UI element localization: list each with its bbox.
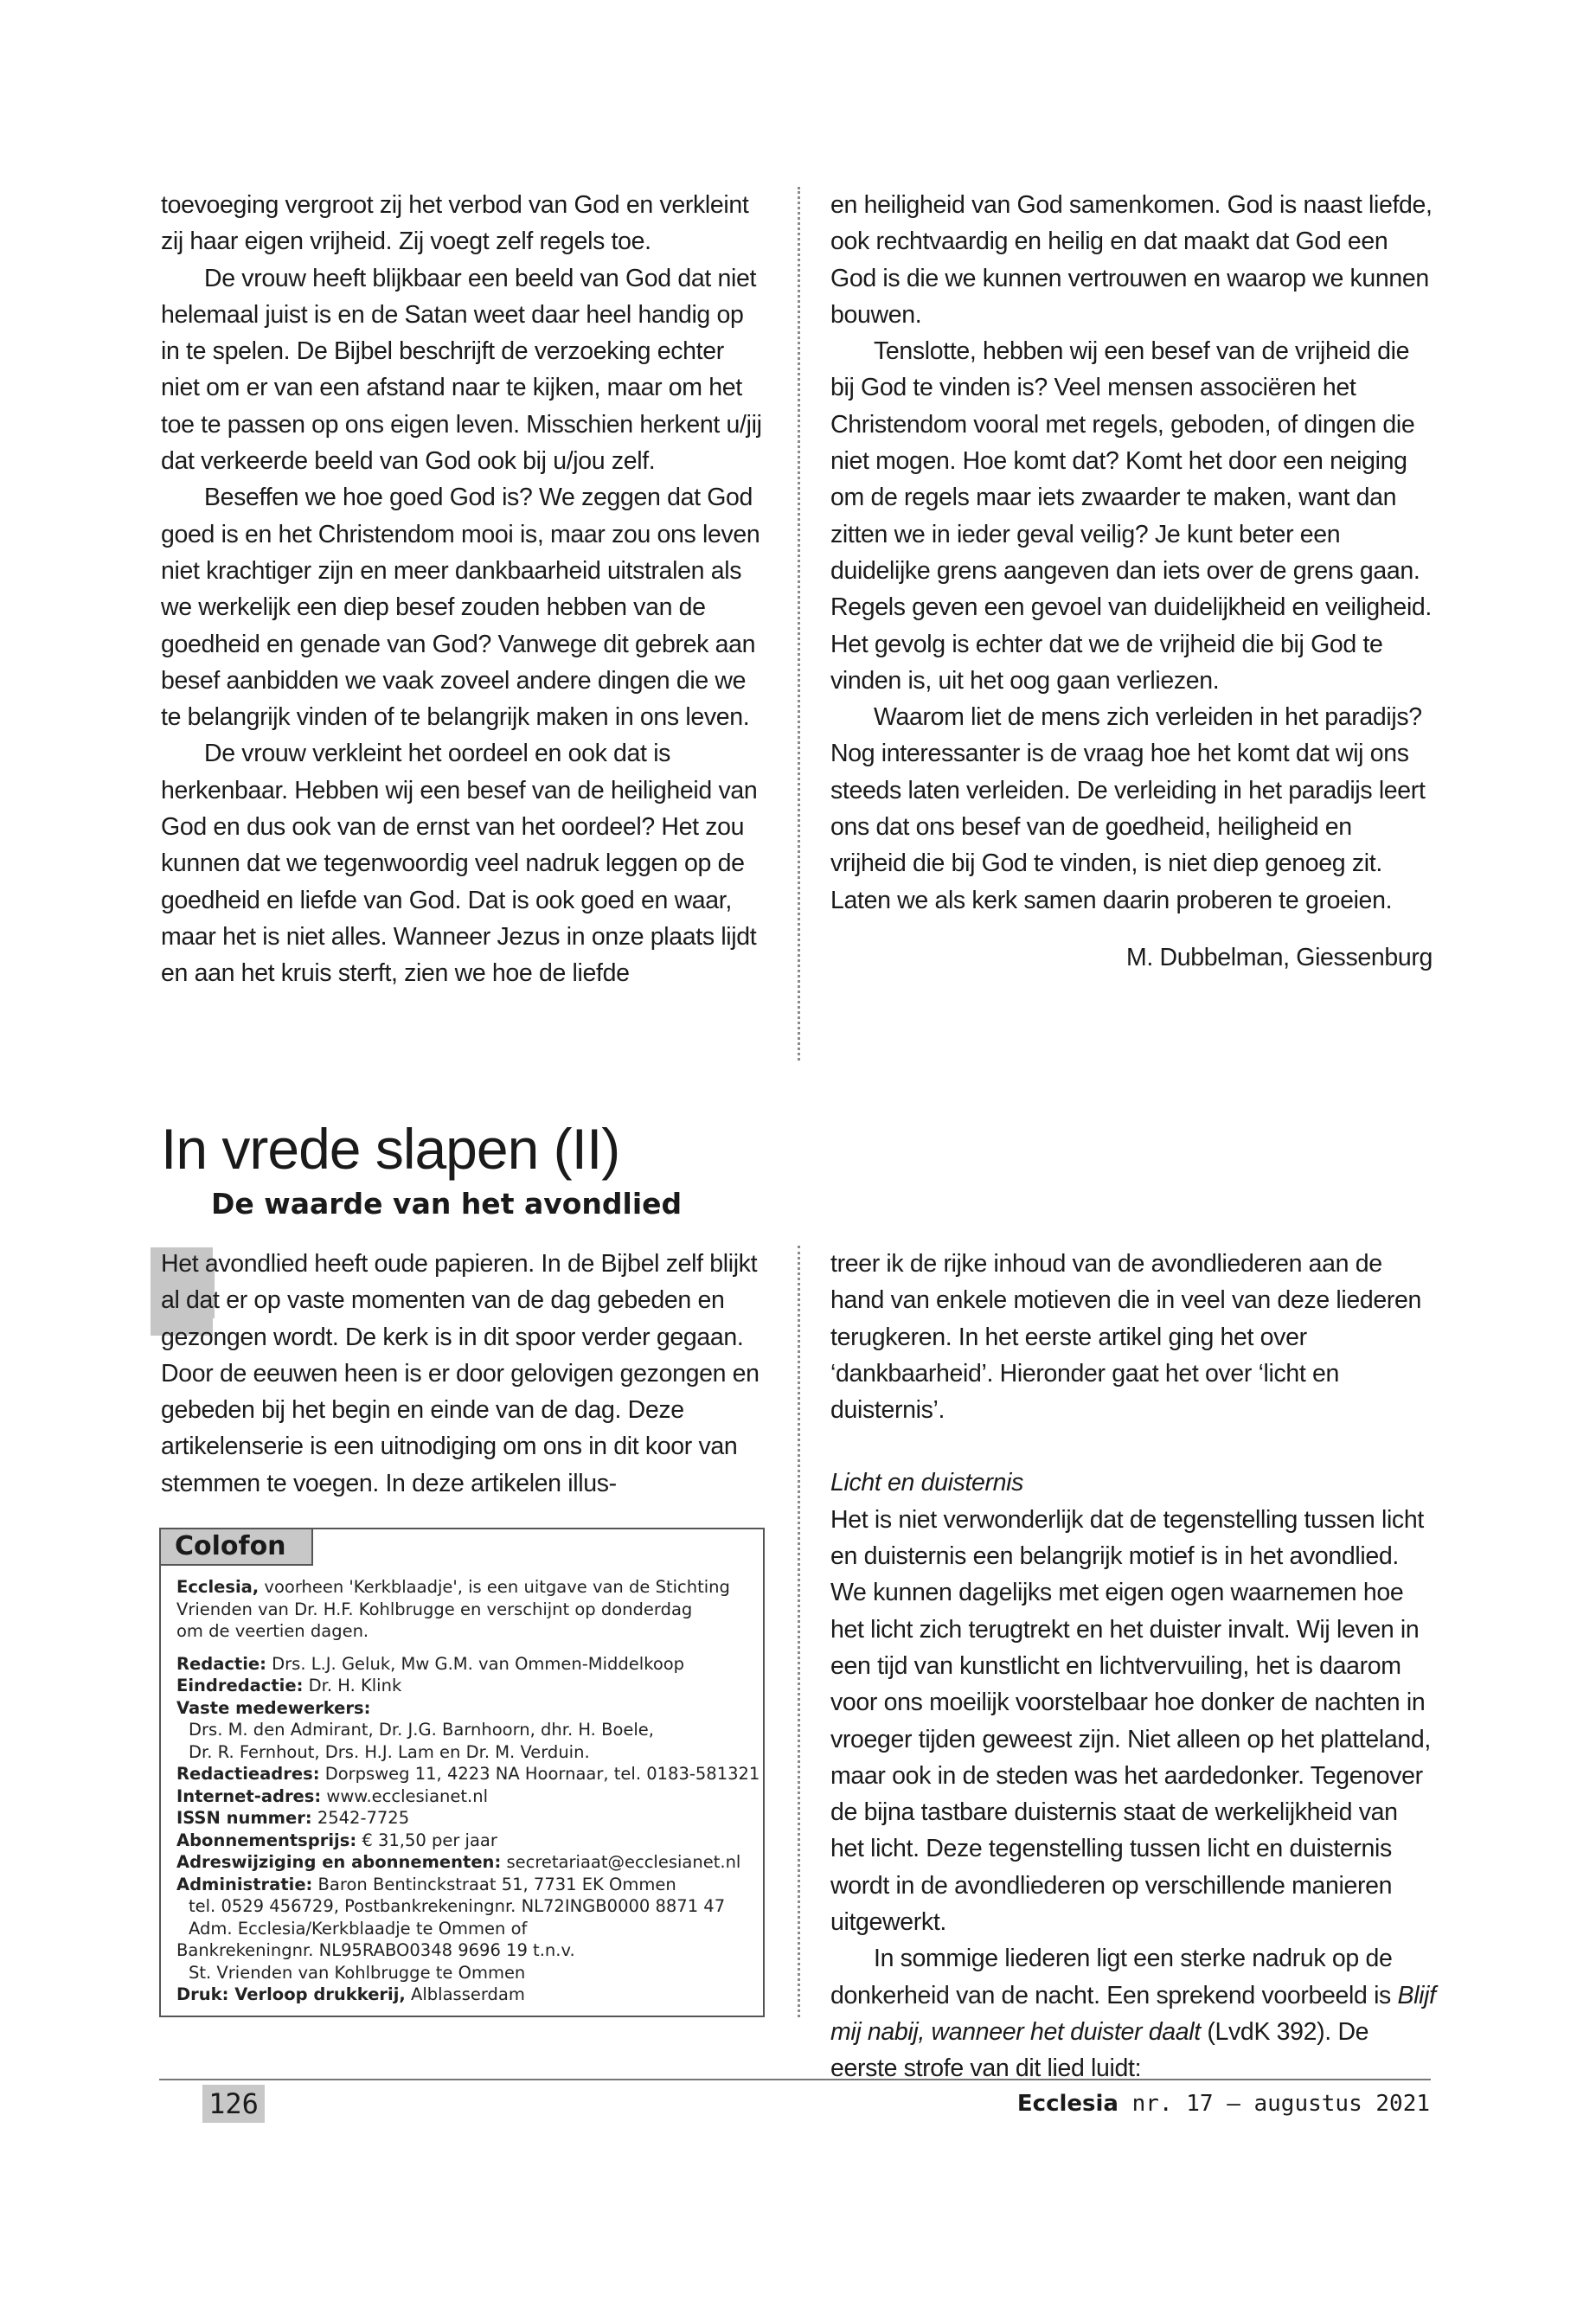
colofon-box <box>159 1528 765 2017</box>
colofon-value: Dorpsweg 11, 4223 NA Hoornaar, tel. 0183-581321 <box>319 1764 760 1784</box>
article2-right-column <box>830 1246 1436 2087</box>
colofon-label: Ecclesia, <box>176 1577 260 1597</box>
footer-rule <box>159 2079 1431 2080</box>
colofon-value: € 31,50 per jaar <box>356 1830 497 1850</box>
colofon-value: Baron Bentinckstraat 51, 7731 EK Ommen <box>312 1874 676 1894</box>
colofon-line: Drs. M. den Admirant, Dr. J.G. Barnhoorn, dhr. H. Boele, <box>189 1720 655 1740</box>
colofon-line: St. Vrienden van Kohlbrugge te Ommen <box>189 1962 526 1983</box>
colofon-value: www.ecclesianet.nl <box>321 1785 489 1806</box>
colofon-label: Redactie: <box>176 1653 266 1674</box>
article-title: In vrede slapen (II) <box>161 1117 620 1181</box>
colofon-line: Bankrekeningnr. NL95RABO0348 9696 19 t.n.v. <box>176 1940 575 1960</box>
colofon-prijs <box>176 1830 754 1852</box>
colofon-redactie <box>176 1653 754 1676</box>
column-divider <box>798 1246 800 2017</box>
colofon-label: Eindredactie: <box>176 1676 304 1695</box>
colofon-value: secretariaat@ecclesianet.nl <box>501 1852 741 1872</box>
colofon-body <box>176 1576 760 2006</box>
colofon-label: Internet-adres: <box>176 1785 322 1806</box>
page-number: 126 <box>202 2085 265 2123</box>
colofon-value: Alblasserdam <box>405 1984 525 2004</box>
colofon-value: Dr. H. Klink <box>303 1676 402 1695</box>
colofon-eindredactie <box>176 1675 754 1697</box>
paragraph-text: In sommige liederen ligt een sterke nadruk op de donkerheid van de nacht. Een sprekend voorbeeld is <box>830 1945 1398 2009</box>
paragraph: Het avondlied heeft oude papieren. In de Bijbel zelf blijkt al dat er op vaste momenten van de dag gebeden en gezongen wordt. De kerk is in dit spoor verder gegaan. Door de eeuwen heen is er door gelovigen gezongen en gebeden bij het begin en einde van de dag. Deze artikelenserie is een uitnodiging om ons in dit koor van stemmen te voegen. In deze artikelen illus- <box>161 1250 760 1497</box>
paragraph: De vrouw verkleint het oordeel en ook dat is herkenbaar. Hebben wij een besef van de heiligheid van God en dus ook van de ernst van het oordeel? Het zou kunnen dat we tegenwoordig veel nadruk leggen op de goedheid en liefde van God. Dat is ook goed en waar, maar het is niet alles. Wanneer Jezus in onze plaats lijdt en aan het kruis sterft, zien we hoe de liefde <box>161 740 758 988</box>
colofon-label: Administratie: <box>176 1874 313 1894</box>
colofon-label: Abonnementsprijs: <box>176 1830 357 1850</box>
article1-right-column <box>830 187 1433 976</box>
colofon-value: Drs. L.J. Geluk, Mw G.M. van Ommen-Middelkoop <box>266 1653 685 1674</box>
paragraph: Tenslotte, hebben wij een besef van de vrijheid die bij God te vinden is? Veel mensen associëren het Christendom vooral met regels, geboden, of dingen die niet mogen. Hoe komt dat? Komt het door een neiging om de regels maar iets zwaarder te maken, want dan zitten we in ieder geval veilig? Je kunt beter een duidelijke grens aangeven dan iets over de grens gaan. Regels geven een gevoel van duidelijkheid en veiligheid. Het gevolg is echter dat we de vrijheid die bij God te vinden is, uit het oog gaan verliezen. <box>830 337 1432 695</box>
author-signature: M. Dubbelman, Giessenburg <box>1125 943 1433 971</box>
section-heading-text: Licht en duisternis <box>830 1469 1024 1497</box>
paragraph: Beseffen we hoe goed God is? We zeggen dat God goed is en het Christendom mooi is, maar zou ons leven niet krachtiger zijn en meer dankbaarheid uitstralen als we werkelijk een diep besef zouden hebben van de goedheid en genade van God? Vanwege dit gebrek aan besef aanbidden we vaak zoveel andere dingen die we te belangrijk vinden of te belangrijk maken in ons leven. <box>161 484 760 732</box>
paragraph: toevoeging vergroot zij het verbod van God en verkleint zij haar eigen vrijheid. Zij voegt zelf regels toe. <box>161 191 749 256</box>
colofon-label: Redactieadres: <box>176 1764 320 1784</box>
paragraph: treer ik de rijke inhoud van de avondliederen aan de hand van enkele motieven die in veel van deze liederen terugkeren. In het eerste artikel ging het over ‘dankbaarheid’. Hieronder gaat het over ‘licht en duisternis’. <box>830 1250 1421 1425</box>
paragraph-text: (LvdK 392). De eerste strofe van dit lied luidt: <box>830 2017 1369 2083</box>
footer-issue-info <box>1017 2086 1430 2121</box>
colofon-intro <box>176 1576 754 1599</box>
paragraph: en heiligheid van God samenkomen. God is naast liefde, ook rechtvaardig en heilig en dat maakt dat God een God is die we kunnen vertrouwen en waarop we kunnen bouwen. <box>830 191 1433 329</box>
colofon-druk <box>176 1984 754 2006</box>
colofon-issn <box>176 1807 754 1830</box>
colofon-line: om de veertien dagen. <box>176 1621 369 1641</box>
section-heading <box>830 1465 1436 1501</box>
paragraph <box>830 1940 1436 2086</box>
colofon-label: Vaste medewerkers: <box>176 1697 371 1718</box>
colofon-line: Dr. R. Fernhout, Drs. H.J. Lam en Dr. M. Verduin. <box>189 1741 590 1762</box>
colofon-title: Colofon <box>159 1528 313 1566</box>
issue-info: nr. 17 — augustus 2021 <box>1118 2091 1430 2117</box>
paragraph: Waarom liet de mens zich verleiden in het paradijs? Nog interessanter is de vraag hoe het komt dat wij ons steeds laten verleiden. De verleiding in het paradijs leert ons dat ons besef van de goedheid, heiligheid en vrijheid die bij God te vinden, is niet diep genoeg zit. Laten we als kerk samen daarin proberen te groeien. <box>830 703 1426 914</box>
colofon-internet <box>176 1785 754 1808</box>
colofon-administratie <box>176 1874 754 1896</box>
colofon-line: Vrienden van Dr. H.F. Kohlbrugge en verschijnt op donderdag <box>176 1599 693 1619</box>
paragraph: De vrouw heeft blijkbaar een beeld van God dat niet helemaal juist is en de Satan weet daar heel handig op in te spelen. De Bijbel beschrijft de verzoeking echter niet om er van een afstand naar te kijken, maar om het toe te passen op ons eigen leven. Misschien herkent u/jij dat verkeerde beeld van God ook bij u/jou zelf. <box>161 264 762 476</box>
article-subtitle: De waarde van het avondlied <box>211 1187 683 1221</box>
colofon-adres <box>176 1763 760 1785</box>
drop-cap-letter: H <box>159 1240 222 1337</box>
colofon-line: tel. 0529 456729, Postbankrekeningnr. NL72INGB0000 8871 47 <box>189 1896 726 1916</box>
article1-left-column <box>161 187 766 992</box>
colofon-value: voorheen 'Kerkblaadje', is een uitgave van de Stichting <box>259 1577 730 1597</box>
magazine-name: Ecclesia <box>1016 2091 1118 2117</box>
article2-left-column <box>159 1240 766 1502</box>
colofon-medewerkers <box>176 1697 754 1720</box>
colofon-label: ISSN nummer: <box>176 1808 312 1828</box>
column-divider <box>798 187 800 1061</box>
song-title: Blijf mij nabij, wanneer het duister daalt <box>830 1981 1436 2046</box>
colofon-label: Adreswijziging en abonnementen: <box>176 1852 502 1872</box>
paragraph: Het is niet verwonderlijk dat de tegenstelling tussen licht en duisternis een belangrijk motief is in het avondlied. We kunnen dagelijks met eigen ogen waarnemen hoe het licht zich terugtrekt en het duister invalt. Wij leven in een tijd van kunstlicht en lichtvervuiling, het is daarom voor ons moeilijk voorstelbaar hoe donker de nachten in vroeger tijden geweest zijn. Niet alleen op het platteland, maar ook in de steden was het aardedonker. Tegenover de bijna tastbare duisternis staat de werkelijkheid van het licht. Deze tegenstelling tussen licht en duisternis wordt in de avondliederen op verschillende manieren uitgewerkt. <box>830 1505 1431 1937</box>
colofon-line: Adm. Ecclesia/Kerkblaadje te Ommen of <box>189 1918 528 1939</box>
colofon-value: 2542-7725 <box>311 1808 410 1828</box>
colofon-adreswijziging <box>176 1851 754 1874</box>
colofon-label: Druk: Verloop drukkerij, <box>176 1984 406 2004</box>
